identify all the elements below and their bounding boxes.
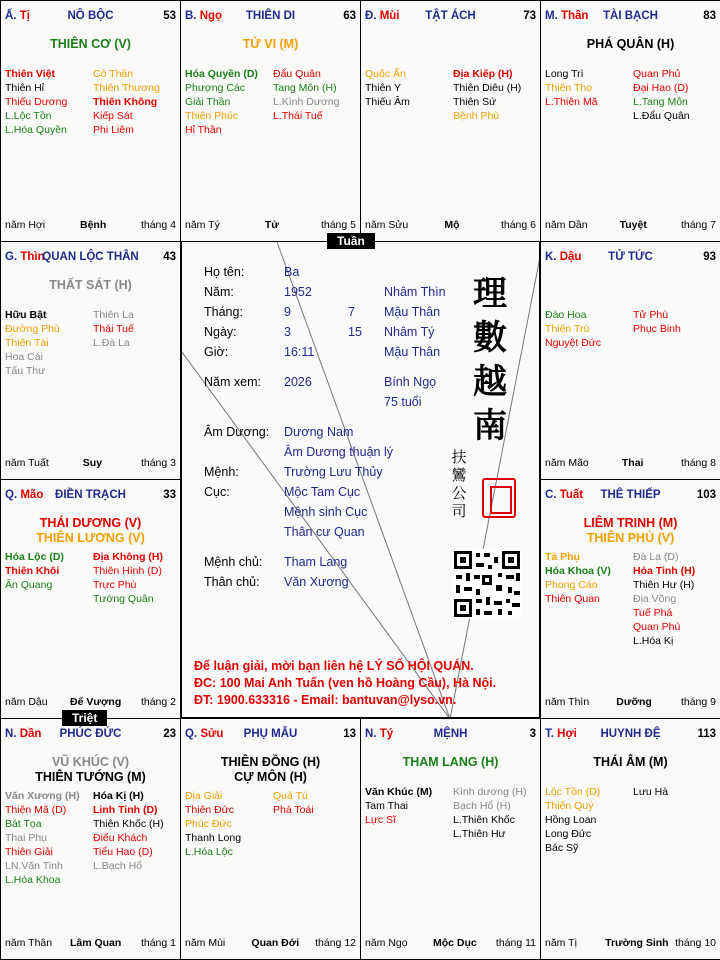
minor-star: Địa Không (H) bbox=[93, 551, 163, 563]
minor-star: Thiên Hư (H) bbox=[633, 579, 695, 591]
palace-header bbox=[365, 10, 536, 26]
major-star: THIÊN ĐỒNG (H) bbox=[220, 755, 321, 769]
info-canchi bbox=[384, 282, 446, 412]
major-star: PHÁ QUÂN (H) bbox=[586, 37, 675, 51]
minor-star: Thiên Mã (D) bbox=[5, 804, 67, 816]
minor-star: Thiên Hỉ bbox=[5, 82, 45, 94]
minor-star: Lộc Tồn (D) bbox=[545, 786, 601, 798]
major-star: LIÊM TRINH (M) bbox=[583, 516, 678, 530]
contact-line-1: Để luận giải, mời bạn liên hệ LÝ SỐ HỘI QUÁN. bbox=[194, 659, 474, 673]
center-info-panel bbox=[181, 241, 540, 718]
canchi-nam: Nhâm Thìn bbox=[384, 285, 446, 299]
palace-name: NÔ BỘC bbox=[67, 10, 114, 22]
palace-stem-branch: Ấ. Tị bbox=[5, 10, 30, 22]
palace-cell[interactable] bbox=[0, 718, 181, 960]
major-star: THÁI ÂM (M) bbox=[593, 755, 668, 769]
major-star: THIÊN PHỦ (V) bbox=[586, 531, 675, 545]
footer-year: năm Tị bbox=[545, 937, 577, 949]
palace-cell[interactable] bbox=[0, 241, 181, 480]
qr-code-icon[interactable] bbox=[452, 549, 522, 619]
footer-month: tháng 6 bbox=[500, 219, 536, 231]
minor-star: Thiên La bbox=[93, 309, 134, 321]
minor-star: Linh Tinh (D) bbox=[93, 804, 158, 816]
minor-star: Thanh Long bbox=[185, 832, 242, 844]
minor-star: Hoa Cái bbox=[5, 351, 43, 363]
palace-header bbox=[545, 489, 716, 505]
minor-star: Bệnh Phù bbox=[453, 110, 500, 122]
canchi-namxem: Bính Ngọ bbox=[384, 375, 437, 389]
value-hoten: Ba bbox=[284, 265, 300, 279]
palace-header bbox=[5, 10, 176, 26]
minor-star: Hỏa Tinh (H) bbox=[633, 565, 696, 577]
palace-name: MỆNH bbox=[433, 728, 468, 740]
palace-cell[interactable] bbox=[0, 479, 181, 719]
minor-star: Hóa Khoa (V) bbox=[545, 565, 611, 577]
minor-star: L.Thiên Khốc bbox=[453, 814, 515, 826]
value-ngay-lunar: 15 bbox=[348, 325, 362, 339]
palace-age: 113 bbox=[697, 728, 716, 740]
palace-age: 53 bbox=[163, 10, 176, 22]
palace-age: 33 bbox=[163, 489, 176, 501]
palace-cell[interactable] bbox=[540, 241, 720, 480]
value-thang: 9 bbox=[284, 305, 291, 319]
palace-header bbox=[5, 251, 176, 267]
minor-star: Văn Xương (H) bbox=[5, 790, 80, 802]
palace-stem-branch: N. Tý bbox=[365, 728, 394, 740]
minor-star: Thiên Trù bbox=[545, 323, 590, 335]
palace-age: 3 bbox=[529, 728, 536, 740]
minor-star: Tiểu Hao (D) bbox=[93, 846, 153, 858]
footer-month: tháng 8 bbox=[680, 457, 716, 469]
major-star: THAM LANG (H) bbox=[402, 755, 499, 769]
palace-footer bbox=[545, 937, 716, 951]
footer-month: tháng 3 bbox=[140, 457, 176, 469]
minor-star: Đường Phù bbox=[5, 323, 60, 335]
value-cuc-3: Thân cư Quan bbox=[284, 525, 365, 539]
palace-header bbox=[5, 728, 176, 744]
footer-stage: Thai bbox=[621, 457, 644, 469]
minor-star: L.Hóa Quyền bbox=[5, 124, 67, 136]
palace-name: PHỤ MẪU bbox=[243, 728, 298, 740]
footer-month: tháng 4 bbox=[140, 219, 176, 231]
star-column-right bbox=[93, 789, 164, 873]
footer-stage: Đế Vượng bbox=[70, 696, 122, 708]
minor-star: Thai Phụ bbox=[5, 832, 48, 844]
minor-star: Lưu Hà bbox=[633, 786, 669, 798]
minor-star: L.Thái Tuế bbox=[273, 110, 323, 122]
calligraphy-logo: 理 數 越 南 bbox=[473, 274, 507, 446]
footer-stage: Mộc Dục bbox=[432, 937, 477, 949]
major-star: CỰ MÔN (H) bbox=[234, 770, 307, 784]
value-cuc-2: Mệnh sinh Cục bbox=[284, 505, 368, 519]
minor-star: L.Bạch Hổ bbox=[93, 860, 143, 872]
footer-month: tháng 12 bbox=[315, 937, 356, 949]
major-star: TỬ VI (M) bbox=[242, 37, 299, 51]
footer-year: năm Thân bbox=[5, 937, 53, 949]
star-column-right bbox=[633, 785, 668, 799]
palace-footer bbox=[5, 696, 176, 710]
footer-year: năm Thìn bbox=[545, 696, 590, 708]
minor-star: Tấu Thư bbox=[5, 365, 46, 377]
palace-name: ĐIỀN TRẠCH bbox=[55, 489, 126, 501]
footer-year: năm Mùi bbox=[185, 937, 226, 949]
palace-footer bbox=[545, 696, 716, 710]
palace-header bbox=[185, 10, 356, 26]
palace-age: 73 bbox=[523, 10, 536, 22]
minor-star: L.Hóa Khoa bbox=[5, 874, 61, 886]
star-column-right bbox=[273, 789, 314, 817]
value-menh: Trường Lưu Thủy bbox=[284, 465, 383, 479]
minor-star: Quan Phù bbox=[633, 621, 681, 633]
star-column-left bbox=[545, 308, 601, 350]
minor-star: Đẩu Quân bbox=[273, 68, 321, 80]
footer-year: năm Tuất bbox=[5, 457, 49, 469]
major-star: THIÊN TƯỚNG (M) bbox=[35, 770, 146, 784]
minor-star: Quốc Ấn bbox=[365, 68, 406, 80]
footer-month: tháng 11 bbox=[495, 937, 536, 949]
major-star: THIÊN CƠ (V) bbox=[50, 37, 131, 51]
palace-cell[interactable] bbox=[180, 718, 361, 960]
minor-star: Địa Võng bbox=[633, 593, 677, 605]
label-ngay: Ngày: bbox=[204, 325, 237, 339]
minor-star: L.Hóa Kị bbox=[633, 635, 674, 647]
minor-star: Lực Sĩ bbox=[365, 814, 396, 826]
star-column-right bbox=[93, 67, 160, 137]
major-star: VŨ KHÚC (V) bbox=[51, 755, 130, 769]
star-column-left bbox=[5, 67, 67, 137]
palace-cell[interactable] bbox=[180, 0, 361, 242]
minor-star: LN.Văn Tinh bbox=[5, 860, 63, 872]
minor-star: Thiên Phúc bbox=[185, 110, 239, 122]
minor-star: Thiên Thương bbox=[93, 82, 160, 94]
star-column-left bbox=[365, 67, 410, 109]
minor-star: Thiên Tài bbox=[5, 337, 49, 349]
minor-star: Đà La (D) bbox=[633, 551, 679, 563]
minor-star: Hóa Lộc (D) bbox=[5, 551, 64, 563]
red-seal-stamp bbox=[482, 478, 516, 518]
footer-month: tháng 9 bbox=[680, 696, 716, 708]
minor-star: Tam Thai bbox=[365, 800, 408, 812]
palace-cell[interactable] bbox=[540, 718, 720, 960]
footer-month: tháng 2 bbox=[140, 696, 176, 708]
palace-name: PHÚC ĐỨC bbox=[59, 728, 122, 740]
major-star: THẤT SÁT (H) bbox=[49, 278, 132, 292]
palace-name: HUYNH ĐỆ bbox=[600, 728, 661, 740]
star-column-left bbox=[545, 550, 611, 606]
star-column-right bbox=[633, 550, 695, 648]
minor-star: Thái Tuế bbox=[93, 323, 134, 335]
footer-year: năm Mão bbox=[545, 457, 589, 469]
label-thanchu: Thân chủ: bbox=[204, 575, 260, 589]
minor-star: Hữu Bật bbox=[5, 309, 47, 321]
palace-footer bbox=[365, 937, 536, 951]
footer-year: năm Dần bbox=[545, 219, 588, 231]
footer-stage: Dưỡng bbox=[616, 696, 652, 708]
minor-star: Long Đức bbox=[545, 828, 592, 840]
star-column-right bbox=[453, 785, 526, 841]
label-cuc: Cục: bbox=[204, 485, 230, 499]
minor-star: L.Tang Môn bbox=[633, 96, 688, 108]
minor-star: L.Hóa Lộc bbox=[185, 846, 233, 858]
label-namxem: Năm xem: bbox=[204, 375, 261, 389]
palace-cell[interactable] bbox=[540, 0, 720, 242]
minor-star: Thiên Khôi bbox=[5, 565, 60, 577]
footer-stage: Mộ bbox=[444, 219, 460, 231]
minor-star: Tướng Quân bbox=[93, 593, 154, 605]
minor-star: Thiên Giải bbox=[5, 846, 53, 858]
canchi-gio: Mậu Thân bbox=[384, 345, 441, 359]
value-thanchu: Văn Xương bbox=[284, 575, 349, 589]
minor-star: Quan Phủ bbox=[633, 68, 681, 80]
palace-header bbox=[5, 489, 176, 505]
palace-header bbox=[545, 728, 716, 744]
palace-name: TẬT ÁCH bbox=[425, 10, 476, 22]
palace-age: 103 bbox=[696, 489, 716, 501]
footer-year: năm Hợi bbox=[5, 219, 46, 231]
minor-star: Thiên Việt bbox=[5, 68, 55, 80]
minor-star: Bát Tọa bbox=[5, 818, 42, 830]
value-nam: 1952 bbox=[284, 285, 312, 299]
footer-stage: Suy bbox=[82, 457, 103, 469]
footer-year: năm Dậu bbox=[5, 696, 48, 708]
palace-age: 13 bbox=[343, 728, 356, 740]
minor-star: Thiên Khốc (H) bbox=[93, 818, 164, 830]
minor-star: Thiếu Âm bbox=[365, 96, 410, 108]
minor-star: Tang Môn (H) bbox=[273, 82, 337, 94]
minor-star: Quả Tú bbox=[273, 790, 308, 802]
minor-star: Phúc Đức bbox=[185, 818, 232, 830]
star-column-left bbox=[5, 308, 60, 378]
star-column-left bbox=[185, 789, 241, 859]
minor-star: Thiên Sứ bbox=[453, 96, 497, 108]
star-column-left bbox=[5, 550, 64, 592]
minor-star: Bạch Hổ (H) bbox=[453, 800, 511, 812]
palace-header bbox=[365, 728, 536, 744]
label-menhchu: Mệnh chủ: bbox=[204, 555, 263, 569]
minor-star: Tuế Phá bbox=[633, 607, 673, 619]
label-menh: Mệnh: bbox=[204, 465, 239, 479]
footer-month: tháng 7 bbox=[680, 219, 716, 231]
palace-age: 83 bbox=[703, 10, 716, 22]
minor-star: Thiên Hình (D) bbox=[93, 565, 162, 577]
canchi-ngay: Nhâm Tý bbox=[384, 325, 435, 339]
minor-star: Cô Thần bbox=[93, 68, 134, 80]
minor-star: Nguyệt Đức bbox=[545, 337, 602, 349]
star-column-right bbox=[633, 67, 690, 123]
major-star: THÁI DƯƠNG (V) bbox=[39, 516, 142, 530]
palace-cell[interactable] bbox=[360, 0, 541, 242]
minor-star: L.Đà La bbox=[93, 337, 130, 349]
value-gio: 16:11 bbox=[284, 345, 315, 359]
palace-footer bbox=[5, 219, 176, 233]
minor-star: Long Trì bbox=[545, 68, 584, 80]
star-column-left bbox=[545, 785, 600, 855]
footer-month: tháng 10 bbox=[675, 937, 716, 949]
palace-stem-branch: T. Hợi bbox=[545, 728, 577, 740]
minor-star: Thiên Quý bbox=[545, 800, 594, 812]
minor-star: Kiếp Sát bbox=[93, 110, 133, 122]
star-column-left bbox=[365, 785, 432, 827]
minor-star: L.Thiên Hư bbox=[453, 828, 506, 840]
label-hoten: Họ tên: bbox=[204, 265, 245, 279]
minor-star: Kình dương (H) bbox=[453, 786, 527, 798]
minor-star: Thiên Không bbox=[93, 96, 158, 108]
footer-year: năm Tý bbox=[185, 219, 220, 231]
age-text: 75 tuổi bbox=[384, 395, 422, 409]
palace-header bbox=[545, 251, 716, 267]
palace-age: 23 bbox=[163, 728, 176, 740]
minor-star: Hồng Loan bbox=[545, 814, 597, 826]
palace-age: 93 bbox=[703, 251, 716, 263]
star-column-right bbox=[93, 550, 163, 606]
minor-star: Hóa Quyền (D) bbox=[185, 68, 258, 80]
minor-star: Thiên Diêu (H) bbox=[453, 82, 522, 94]
palace-stem-branch: C. Tuất bbox=[545, 489, 584, 501]
contact-line-2: ĐC: 100 Mai Anh Tuấn (ven hồ Hoàng Cầu), Hà Nội. bbox=[194, 676, 497, 690]
palace-name: THÊ THIẾP bbox=[600, 489, 661, 501]
footer-stage: Tuyệt bbox=[619, 219, 647, 231]
palace-footer bbox=[545, 457, 716, 471]
value-thang-lunar: 7 bbox=[348, 305, 355, 319]
minor-star: Văn Khúc (M) bbox=[365, 786, 433, 798]
star-column-right bbox=[93, 308, 134, 350]
triet-marker: Triệt bbox=[62, 710, 107, 726]
canchi-thang: Mậu Thân bbox=[384, 305, 441, 319]
palace-name: TÀI BẠCH bbox=[603, 10, 658, 22]
value-ngay: 3 bbox=[284, 325, 291, 339]
palace-footer bbox=[5, 937, 176, 951]
minor-star: Giải Thần bbox=[185, 96, 231, 108]
minor-star: L.Thiên Mã bbox=[545, 96, 598, 108]
star-column-left bbox=[185, 67, 258, 137]
palace-header bbox=[185, 728, 356, 744]
contact-line-3[interactable]: ĐT: 1900.633316 - Email: bantuvan@lyso.vn. bbox=[194, 693, 457, 707]
palace-age: 43 bbox=[163, 251, 176, 263]
minor-star: Trực Phù bbox=[93, 579, 137, 591]
minor-star: Địa Giải bbox=[185, 790, 223, 802]
star-column-right bbox=[453, 67, 521, 123]
minor-star: Phi Liêm bbox=[93, 124, 134, 136]
info-labels-2 bbox=[204, 422, 269, 592]
palace-footer bbox=[185, 937, 356, 951]
star-column-right bbox=[633, 308, 681, 336]
star-column-left bbox=[5, 789, 80, 887]
palace-footer bbox=[365, 219, 536, 233]
star-column-left bbox=[545, 67, 598, 109]
palace-name: THIÊN DI bbox=[245, 10, 296, 22]
minor-star: Thiên Thọ bbox=[545, 82, 593, 94]
palace-stem-branch: G. Thìn bbox=[5, 251, 45, 263]
tuan-marker: Tuần bbox=[327, 233, 375, 249]
minor-star: Phá Toái bbox=[273, 804, 314, 816]
info-labels bbox=[204, 262, 261, 392]
minor-star: Địa Kiếp (H) bbox=[453, 68, 513, 80]
label-thang: Tháng: bbox=[204, 305, 243, 319]
value-amduong: Dương Nam bbox=[284, 425, 354, 439]
footer-stage: Lâm Quan bbox=[69, 937, 122, 949]
minor-star: L.Kình Dương bbox=[273, 96, 340, 108]
palace-stem-branch: B. Ngọ bbox=[185, 10, 223, 22]
info-lunar-values bbox=[348, 302, 362, 342]
major-star: THIÊN LƯƠNG (V) bbox=[36, 531, 145, 545]
palace-stem-branch: N. Dần bbox=[5, 728, 42, 740]
palace-cell[interactable] bbox=[540, 479, 720, 719]
info-values-2 bbox=[284, 422, 393, 592]
minor-star: Thiên Đức bbox=[185, 804, 235, 816]
footer-year: năm Sửu bbox=[365, 219, 409, 231]
footer-stage: Tử bbox=[264, 219, 279, 231]
value-cuc: Mộc Tam Cục bbox=[284, 485, 361, 499]
palace-cell[interactable] bbox=[360, 718, 541, 960]
minor-star: Phong Cáo bbox=[545, 579, 598, 591]
minor-star: Thiên Y bbox=[365, 82, 401, 94]
contact-block bbox=[194, 658, 496, 709]
minor-star: L.Đẩu Quân bbox=[633, 110, 690, 122]
footer-month: tháng 1 bbox=[140, 937, 176, 949]
minor-star: Tử Phù bbox=[633, 309, 669, 321]
minor-star: Đào Hoa bbox=[545, 309, 587, 321]
footer-stage: Quan Đới bbox=[251, 937, 300, 949]
minor-star: Hóa Kị (H) bbox=[93, 790, 144, 802]
minor-star: Thiếu Dương bbox=[5, 96, 68, 108]
footer-year: năm Ngọ bbox=[365, 937, 408, 949]
company-seal-text: 扶 鸞 公 司 bbox=[451, 448, 467, 520]
palace-stem-branch: Q. Sửu bbox=[185, 728, 224, 740]
minor-star: Điếu Khách bbox=[93, 832, 148, 844]
palace-name: TỬ TỨC bbox=[608, 251, 653, 263]
palace-stem-branch: Q. Mão bbox=[5, 489, 44, 501]
label-gio: Giờ: bbox=[204, 345, 229, 359]
minor-star: Hỉ Thần bbox=[185, 124, 222, 136]
footer-month: tháng 5 bbox=[320, 219, 356, 231]
palace-stem-branch: M. Thân bbox=[545, 10, 589, 22]
minor-star: Bác Sỹ bbox=[545, 842, 579, 854]
value-menhchu: Tham Lang bbox=[284, 555, 348, 569]
label-amduong: Âm Dương: bbox=[204, 425, 270, 439]
info-values bbox=[284, 262, 314, 392]
palace-cell[interactable] bbox=[0, 0, 181, 242]
palace-age: 63 bbox=[343, 10, 356, 22]
palace-name: QUAN LỘC THÂN bbox=[42, 251, 139, 263]
value-amduong-2: Âm Dương thuận lý bbox=[284, 445, 393, 459]
label-nam: Năm: bbox=[204, 285, 234, 299]
minor-star: Phục Binh bbox=[633, 323, 681, 335]
minor-star: Phượng Các bbox=[185, 82, 246, 94]
palace-footer bbox=[5, 457, 176, 471]
palace-footer bbox=[185, 219, 356, 233]
star-column-right bbox=[273, 67, 339, 123]
minor-star: Thiên Quan bbox=[545, 593, 600, 605]
palace-stem-branch: K. Dậu bbox=[545, 251, 582, 263]
minor-star: Đại Hao (D) bbox=[633, 82, 689, 94]
footer-stage: Bệnh bbox=[80, 219, 107, 231]
value-namxem: 2026 bbox=[284, 375, 312, 389]
footer-stage: Trường Sinh bbox=[605, 937, 669, 949]
minor-star: Tả Phụ bbox=[545, 551, 581, 563]
minor-star: L.Lộc Tồn bbox=[5, 110, 52, 122]
palace-footer bbox=[545, 219, 716, 233]
minor-star: Ân Quang bbox=[5, 579, 53, 591]
palace-stem-branch: Đ. Mùi bbox=[365, 10, 400, 22]
palace-header bbox=[545, 10, 716, 26]
